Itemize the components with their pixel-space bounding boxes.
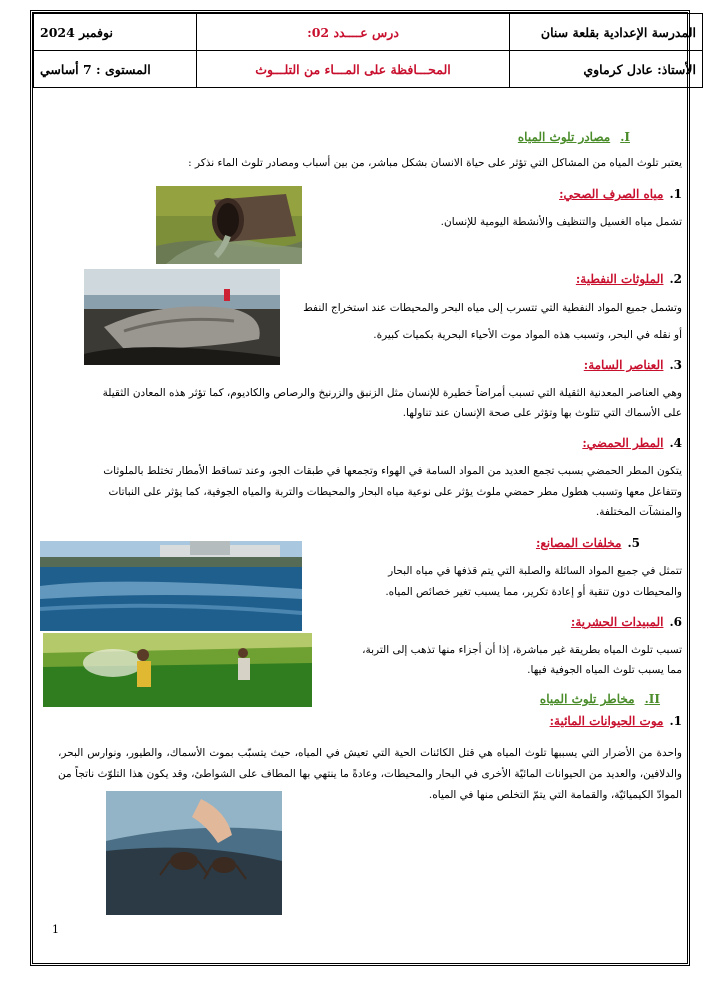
item-heading-acid-rain: 4.المطر الحمضي: <box>582 436 682 450</box>
item-text-factory-1: تتمثل في جميع المواد السائلة والصلبة التي يتم قذفها في مياه البحار <box>388 565 682 577</box>
oil-spill-whale-photo <box>84 269 280 365</box>
school-name: المدرسة الإعدادية بقلعة سنان <box>510 14 703 51</box>
item-text-pesticide-2: مما يسبب تلوث المياه الجوفية فيها. <box>527 664 682 676</box>
item-text-toxic-2: على الأسماك التي تتلوث بها وتؤثر على صحة الإنسان عند تناولها. <box>402 407 682 419</box>
item-heading-oil: 2.الملوثات النفطية: <box>575 272 682 286</box>
page-number: 1 <box>52 923 59 936</box>
factory-waste-photo <box>40 541 302 631</box>
section-heading-risks: II.مخاطر تلوث المياه <box>539 692 660 706</box>
item-text-pesticide-1: تسبب تلوث المياه بطريقة غير مباشرة، إذا أن أجزاء منها تذهب إلى التربة، <box>362 644 682 656</box>
date: نوفمبر 2024 <box>34 14 197 51</box>
section-heading-sources: I.مصادر تلوث المياه <box>517 130 630 144</box>
item-text-acid-3: والمنشآت المختلفة. <box>595 506 682 518</box>
item-text-factory-2: والمحيطات دون تنقية أو إعادة تكرير، مما يسبب تغير خصائص المياه. <box>385 586 682 598</box>
pesticide-spraying-photo <box>43 633 312 707</box>
item-text-acid-2: وتتفاعل معها وتسبب هطول مطر حمضي ملوث يؤثر على نوعية مياه البحار والمحيطات والتربة والمياه الجوفية، كما يؤثر على النباتات <box>108 486 682 498</box>
item-text-acid-1: يتكون المطر الحمضي بسبب تجمع العديد من المواد السامة في الهواء وتجمعها في طبقات الجو، وعند تساقط الأمطار تختلط بالملوثات <box>103 465 682 477</box>
level: المستوى : 7 أساسي <box>34 51 197 88</box>
item-heading-factory: 5.مخلفات المصانع: <box>535 536 640 550</box>
header-table <box>33 13 703 88</box>
item-text-oil-2: أو نقله في البحر، وتسبب هذه المواد موت الأحياء البحرية بكميات كبيرة. <box>373 329 682 341</box>
item-heading-aquatic-death: 1.موت الحيوانات المائية: <box>549 714 682 728</box>
teacher-name: الأستاذ: عادل كرماوي <box>510 51 703 88</box>
item-text-oil-1: وتشمل جميع المواد النفطية التي تتسرب إلى مياه البحر والمحيطات عند استخراج النفط <box>303 302 682 314</box>
item-text-sewage: تشمل مياه الغسيل والتنظيف والأنشطة اليومية للإنسان. <box>440 216 682 228</box>
item-heading-pesticides: 6.المبيدات الحشرية: <box>570 615 682 629</box>
item-text-toxic-1: وهي العناصر المعدنية الثقيلة التي تسبب أمراضاً خطيرة للإنسان مثل الزنبق والزرنيخ والرصاص والكاديوم، كما تؤثر هذه المعادن الثقيلة <box>102 387 682 399</box>
lesson-topic: المحـــافظة على المـــاء من التلـــوث <box>197 51 510 88</box>
polluted-crabs-photo <box>106 791 282 915</box>
section-intro: يعتبر تلوث المياه من المشاكل التي تؤثر على حياة الانسان بشكل مباشر، من بين أسباب ومصادر تلوث الماء نذكر : <box>188 157 682 169</box>
lesson-number: درس عــــدد 02: <box>197 14 510 51</box>
item-heading-sewage: 1.مياه الصرف الصحي: <box>559 187 682 201</box>
sewage-pipe-photo <box>156 186 302 264</box>
item-heading-toxic: 3.العناصر السامة: <box>583 358 682 372</box>
aquatic-death-paragraph: واحدة من الأضرار التي يسببها تلوث المياه هي قتل الكائنات الحية التي تعيش في المياه، حيث يتسبّب بموت الأسماك، والطيور، ونوارس البحر، والدلافين، والعديد من الحيوانات المائيّة الأخرى في البحار والمحيطات، وعادةً ما ينتهي بها المطاف على الشواطئ، وقد يكون هذا التلوّث ناتجاً من الموادّ الكيميائيّة، والقمامة التي يتمّ التخلص منها في المياه. <box>58 747 682 801</box>
